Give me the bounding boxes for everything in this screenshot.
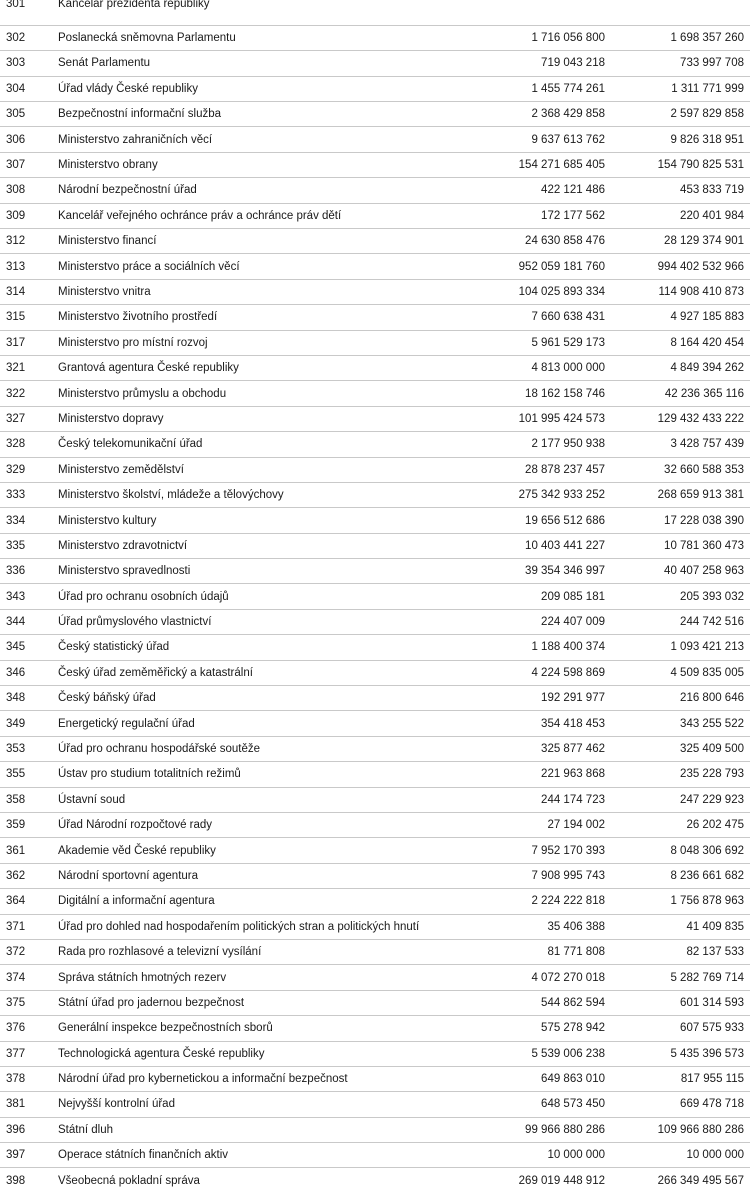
row-code: 308 (0, 178, 52, 203)
row-value-2: 154 790 825 531 (611, 152, 750, 177)
row-name: Úřad pro ochranu osobních údajů (52, 584, 472, 609)
row-name: Úřad průmyslového vlastnictví (52, 609, 472, 634)
table-row (0, 559, 750, 584)
row-value-2: 42 236 365 116 (611, 381, 750, 406)
row-name: Úřad pro ochranu hospodářské soutěže (52, 736, 472, 761)
row-value-2: 114 908 410 873 (611, 279, 750, 304)
row-value-1: 325 877 462 (472, 736, 611, 761)
row-value-2: 8 048 306 692 (611, 838, 750, 863)
row-value-1: 5 539 006 238 (472, 1041, 611, 1066)
row-value-1: 575 278 942 (472, 1016, 611, 1041)
row-value-1: 269 019 448 912 (472, 1168, 611, 1193)
row-value-1: 649 863 010 (472, 1066, 611, 1091)
row-code: 312 (0, 229, 52, 254)
row-value-2: 4 849 394 262 (611, 355, 750, 380)
row-value-2: 8 236 661 682 (611, 863, 750, 888)
table-row (0, 51, 750, 76)
row-code: 343 (0, 584, 52, 609)
row-value-1: 2 177 950 938 (472, 432, 611, 457)
table-row (0, 939, 750, 964)
row-value-1: 354 418 453 (472, 711, 611, 736)
row-code: 355 (0, 762, 52, 787)
row-name: Úřad vlády České republiky (52, 76, 472, 101)
row-value-2: 601 314 593 (611, 990, 750, 1015)
row-name: Národní sportovní agentura (52, 863, 472, 888)
row-value-2: 817 955 115 (611, 1066, 750, 1091)
row-code: 309 (0, 203, 52, 228)
row-value-1: 104 025 893 334 (472, 279, 611, 304)
row-value-2: 607 575 933 (611, 1016, 750, 1041)
table-row (0, 686, 750, 711)
table-row (0, 914, 750, 939)
row-value-2: 26 202 475 (611, 813, 750, 838)
row-value-1: 7 952 170 393 (472, 838, 611, 863)
row-value-1: 648 573 450 (472, 1092, 611, 1117)
row-value-2: 216 800 646 (611, 686, 750, 711)
row-value-1: 27 194 002 (472, 813, 611, 838)
row-name: Technologická agentura České republiky (52, 1041, 472, 1066)
row-name: Ministerstvo pro místní rozvoj (52, 330, 472, 355)
row-value-1: 28 878 237 457 (472, 457, 611, 482)
row-value-2: 8 164 420 454 (611, 330, 750, 355)
table-row (0, 1143, 750, 1168)
row-name: Ministerstvo kultury (52, 508, 472, 533)
row-code: 353 (0, 736, 52, 761)
table-row (0, 102, 750, 127)
row-value-2: 1 698 357 260 (611, 25, 750, 50)
row-name: Úřad Národní rozpočtové rady (52, 813, 472, 838)
row-value-1: 10 403 441 227 (472, 533, 611, 558)
row-value-1: 209 085 181 (472, 584, 611, 609)
table-row (0, 1092, 750, 1117)
table-row (0, 76, 750, 101)
table-row (0, 178, 750, 203)
row-value-1: 7 660 638 431 (472, 305, 611, 330)
row-name: Ministerstvo vnitra (52, 279, 472, 304)
row-name: Energetický regulační úřad (52, 711, 472, 736)
row-name: Poslanecká sněmovna Parlamentu (52, 25, 472, 50)
row-value-1: 2 368 429 858 (472, 102, 611, 127)
table-row (0, 863, 750, 888)
row-name: Český telekomunikační úřad (52, 432, 472, 457)
row-value-1: 35 406 388 (472, 914, 611, 939)
row-name: Kancelář veřejného ochránce práv a ochránce práv dětí (52, 203, 472, 228)
table-row (0, 965, 750, 990)
row-name: Ministerstvo školství, mládeže a tělovýchovy (52, 482, 472, 507)
row-value-1: 4 813 000 000 (472, 355, 611, 380)
row-value-2: 5 435 396 573 (611, 1041, 750, 1066)
table-row (0, 1016, 750, 1041)
row-value-2: 40 407 258 963 (611, 559, 750, 584)
row-name: Rada pro rozhlasové a televizní vysílání (52, 939, 472, 964)
row-value-2: 17 228 038 390 (611, 508, 750, 533)
row-value-1: 4 072 270 018 (472, 965, 611, 990)
table-row (0, 432, 750, 457)
row-code: 344 (0, 609, 52, 634)
row-value-2: 5 282 769 714 (611, 965, 750, 990)
row-value-2: 9 826 318 951 (611, 127, 750, 152)
row-name: Ministerstvo práce a sociálních věcí (52, 254, 472, 279)
row-code: 376 (0, 1016, 52, 1041)
row-code: 314 (0, 279, 52, 304)
row-code: 306 (0, 127, 52, 152)
table-row (0, 660, 750, 685)
row-code: 334 (0, 508, 52, 533)
table-row (0, 482, 750, 507)
row-name: Ústav pro studium totalitních režimů (52, 762, 472, 787)
table-row (0, 889, 750, 914)
table-row (0, 584, 750, 609)
row-code: 396 (0, 1117, 52, 1142)
row-code: 304 (0, 76, 52, 101)
row-name: Státní dluh (52, 1117, 472, 1142)
table-row (0, 1041, 750, 1066)
table-row (0, 838, 750, 863)
row-value-1: 99 966 880 286 (472, 1117, 611, 1142)
row-value-2: 109 966 880 286 (611, 1117, 750, 1142)
row-value-2: 343 255 522 (611, 711, 750, 736)
row-code: 322 (0, 381, 52, 406)
row-name: Český úřad zeměměřický a katastrální (52, 660, 472, 685)
row-value-2: 41 409 835 (611, 914, 750, 939)
row-code: 362 (0, 863, 52, 888)
row-value-1: 19 656 512 686 (472, 508, 611, 533)
row-value-1: 5 961 529 173 (472, 330, 611, 355)
row-code: 321 (0, 355, 52, 380)
row-code: 397 (0, 1143, 52, 1168)
table-row (0, 1117, 750, 1142)
row-name: Ministerstvo zdravotnictví (52, 533, 472, 558)
row-value-1: 172 177 562 (472, 203, 611, 228)
row-name: Generální inspekce bezpečnostních sborů (52, 1016, 472, 1041)
row-code: 305 (0, 102, 52, 127)
table-row (0, 1168, 750, 1193)
table-row (0, 127, 750, 152)
row-name: Kancelář prezidenta republiky (58, 0, 210, 11)
table-row (0, 406, 750, 431)
row-name: Národní bezpečnostní úřad (52, 178, 472, 203)
row-name: Všeobecná pokladní správa (52, 1168, 472, 1193)
table-row (0, 1066, 750, 1091)
row-name: Státní úřad pro jadernou bezpečnost (52, 990, 472, 1015)
row-value-1: 10 000 000 (472, 1143, 611, 1168)
row-value-2: 28 129 374 901 (611, 229, 750, 254)
table-row (0, 609, 750, 634)
row-value-2: 325 409 500 (611, 736, 750, 761)
row-code: 333 (0, 482, 52, 507)
row-value-2: 268 659 913 381 (611, 482, 750, 507)
row-code: 371 (0, 914, 52, 939)
row-value-1: 24 630 858 476 (472, 229, 611, 254)
row-value-1: 101 995 424 573 (472, 406, 611, 431)
row-value-2: 3 428 757 439 (611, 432, 750, 457)
row-name: Bezpečnostní informační služba (52, 102, 472, 127)
row-code: 372 (0, 939, 52, 964)
row-code: 302 (0, 25, 52, 50)
row-code: 335 (0, 533, 52, 558)
row-code: 317 (0, 330, 52, 355)
row-value-2: 1 311 771 999 (611, 76, 750, 101)
row-value-1: 952 059 181 760 (472, 254, 611, 279)
row-code: 374 (0, 965, 52, 990)
row-name: Digitální a informační agentura (52, 889, 472, 914)
table-row-clipped (0, 0, 750, 25)
row-code: 361 (0, 838, 52, 863)
row-value-2: 4 927 185 883 (611, 305, 750, 330)
row-code: 329 (0, 457, 52, 482)
row-name: Ministerstvo financí (52, 229, 472, 254)
row-code: 378 (0, 1066, 52, 1091)
row-value-1: 9 637 613 762 (472, 127, 611, 152)
table-row (0, 813, 750, 838)
row-name: Ministerstvo spravedlnosti (52, 559, 472, 584)
row-value-1: 39 354 346 997 (472, 559, 611, 584)
row-name: Národní úřad pro kybernetickou a informační bezpečnost (52, 1066, 472, 1091)
row-value-2: 220 401 984 (611, 203, 750, 228)
row-code: 313 (0, 254, 52, 279)
row-value-1: 18 162 158 746 (472, 381, 611, 406)
row-name: Ministerstvo životního prostředí (52, 305, 472, 330)
row-name: Senát Parlamentu (52, 51, 472, 76)
row-value-2 (611, 0, 750, 25)
table-row (0, 152, 750, 177)
table-row (0, 355, 750, 380)
row-value-1: 422 121 486 (472, 178, 611, 203)
table-row (0, 736, 750, 761)
table-row (0, 381, 750, 406)
row-code: 349 (0, 711, 52, 736)
row-value-2: 453 833 719 (611, 178, 750, 203)
row-value-2: 82 137 533 (611, 939, 750, 964)
row-name: Ministerstvo zemědělství (52, 457, 472, 482)
row-value-1: 544 862 594 (472, 990, 611, 1015)
row-name: Ministerstvo zahraničních věcí (52, 127, 472, 152)
row-value-2: 733 997 708 (611, 51, 750, 76)
table-row (0, 279, 750, 304)
row-value-1: 154 271 685 405 (472, 152, 611, 177)
row-name: Akademie věd České republiky (52, 838, 472, 863)
row-value-2: 1 093 421 213 (611, 635, 750, 660)
row-value-2: 10 781 360 473 (611, 533, 750, 558)
row-value-1: 1 188 400 374 (472, 635, 611, 660)
row-value-1 (472, 0, 611, 25)
row-value-1: 1 716 056 800 (472, 25, 611, 50)
row-value-2: 235 228 793 (611, 762, 750, 787)
table-row (0, 203, 750, 228)
table-row (0, 787, 750, 812)
row-value-2: 32 660 588 353 (611, 457, 750, 482)
row-value-1: 2 224 222 818 (472, 889, 611, 914)
table-row (0, 330, 750, 355)
table-row (0, 25, 750, 50)
row-code: 303 (0, 51, 52, 76)
row-value-1: 81 771 808 (472, 939, 611, 964)
table-row (0, 711, 750, 736)
row-value-2: 669 478 718 (611, 1092, 750, 1117)
row-code: 377 (0, 1041, 52, 1066)
table-row (0, 635, 750, 660)
row-code: 346 (0, 660, 52, 685)
table-row (0, 508, 750, 533)
row-code: 307 (0, 152, 52, 177)
table-row (0, 457, 750, 482)
row-name: Ústavní soud (52, 787, 472, 812)
row-code: 328 (0, 432, 52, 457)
row-code: 381 (0, 1092, 52, 1117)
row-code: 359 (0, 813, 52, 838)
row-value-1: 4 224 598 869 (472, 660, 611, 685)
row-value-1: 244 174 723 (472, 787, 611, 812)
row-value-2: 129 432 433 222 (611, 406, 750, 431)
row-code: 327 (0, 406, 52, 431)
row-value-1: 7 908 995 743 (472, 863, 611, 888)
row-value-2: 2 597 829 858 (611, 102, 750, 127)
row-name: Grantová agentura České republiky (52, 355, 472, 380)
table-row (0, 229, 750, 254)
row-value-1: 224 407 009 (472, 609, 611, 634)
row-value-2: 1 756 878 963 (611, 889, 750, 914)
row-name: Operace státních finančních aktiv (52, 1143, 472, 1168)
row-code: 358 (0, 787, 52, 812)
row-code: 336 (0, 559, 52, 584)
table-row (0, 533, 750, 558)
row-code: 375 (0, 990, 52, 1015)
row-value-1: 1 455 774 261 (472, 76, 611, 101)
row-value-2: 247 229 923 (611, 787, 750, 812)
row-code: 364 (0, 889, 52, 914)
row-name: Úřad pro dohled nad hospodařením politických stran a politických hnutí (52, 914, 472, 939)
row-value-2: 10 000 000 (611, 1143, 750, 1168)
row-value-2: 205 393 032 (611, 584, 750, 609)
table-row (0, 762, 750, 787)
table-row (0, 990, 750, 1015)
row-value-1: 221 963 868 (472, 762, 611, 787)
row-code: 398 (0, 1168, 52, 1193)
row-name: Ministerstvo obrany (52, 152, 472, 177)
row-value-2: 266 349 495 567 (611, 1168, 750, 1193)
table-row (0, 254, 750, 279)
row-name: Ministerstvo průmyslu a obchodu (52, 381, 472, 406)
row-value-1: 275 342 933 252 (472, 482, 611, 507)
row-name: Český statistický úřad (52, 635, 472, 660)
row-value-1: 719 043 218 (472, 51, 611, 76)
row-value-2: 4 509 835 005 (611, 660, 750, 685)
table-row (0, 305, 750, 330)
row-code: 348 (0, 686, 52, 711)
row-name: Nejvyšší kontrolní úřad (52, 1092, 472, 1117)
row-name: Ministerstvo dopravy (52, 406, 472, 431)
row-code: 345 (0, 635, 52, 660)
row-value-1: 192 291 977 (472, 686, 611, 711)
row-code: 301 (6, 0, 26, 11)
row-name: Český báňský úřad (52, 686, 472, 711)
row-value-2: 994 402 532 966 (611, 254, 750, 279)
row-code: 315 (0, 305, 52, 330)
row-value-2: 244 742 516 (611, 609, 750, 634)
row-name: Správa státních hmotných rezerv (52, 965, 472, 990)
